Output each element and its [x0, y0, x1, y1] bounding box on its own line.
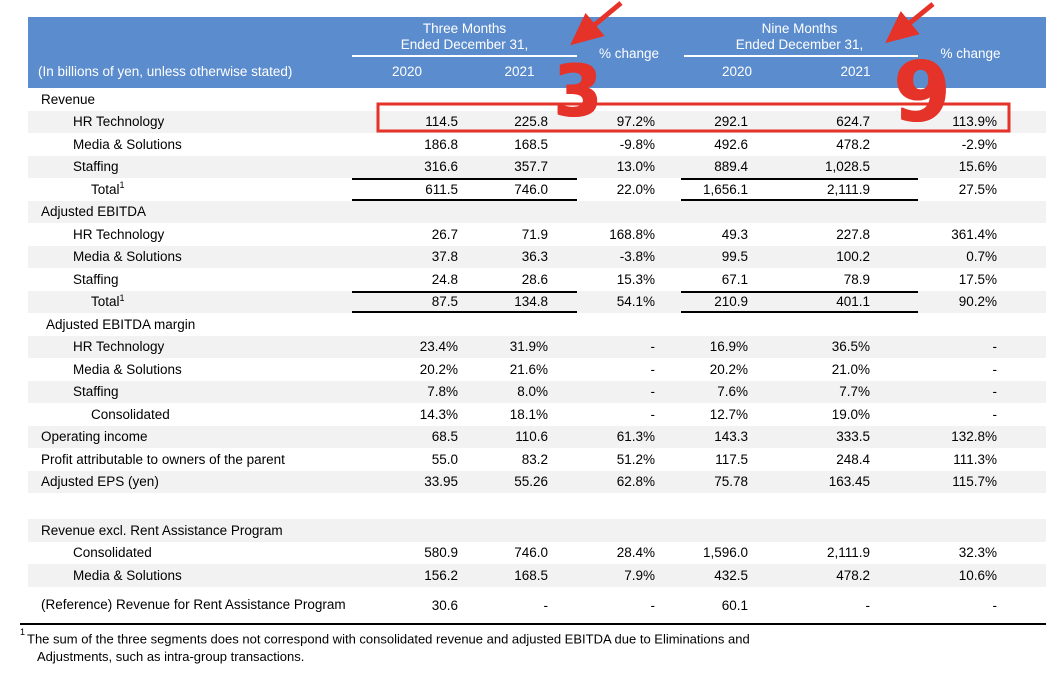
row-label: Staffing [73, 384, 119, 400]
row-filler [1023, 336, 1046, 359]
cell: 71.9 [521, 226, 548, 242]
cell: - [992, 384, 997, 400]
row-filler [1023, 223, 1046, 246]
row-label: Media & Solutions [73, 136, 182, 152]
row-label: Adjusted EBITDA margin [46, 316, 196, 332]
cell [793, 313, 918, 336]
row-label: HR Technology [73, 226, 165, 242]
col-header-3m-2020: 2020 [391, 64, 423, 79]
cell: 580.9 [424, 545, 458, 561]
cell: 67.1 [721, 271, 748, 287]
row-label: Revenue excl. Rent Assistance Program [41, 522, 283, 538]
cell: 8.0% [517, 384, 548, 400]
footnote-line1: $^1$ The sum of the three segments does not correspond with consolidated revenue and adjusted EBITDA due to Eliminations and [20, 627, 750, 647]
row-filler [1023, 246, 1046, 269]
row-label: Media & Solutions [73, 249, 182, 265]
row-label: Consolidated [73, 545, 152, 561]
financial-results-table [28, 17, 1046, 624]
handwritten-digit-three: 3 [553, 50, 602, 132]
cell: 30.6 [431, 597, 458, 613]
cell: 18.1% [509, 406, 548, 422]
cell: -2.9% [961, 136, 997, 152]
row-filler [1023, 587, 1046, 624]
cell [462, 201, 577, 224]
cell [577, 201, 681, 224]
cell [462, 88, 577, 111]
cell: 0.7% [966, 249, 997, 265]
cell [352, 201, 462, 224]
row-label: Total $^1$ [91, 292, 125, 310]
row-filler [1023, 519, 1046, 542]
cell: 316.6 [424, 159, 458, 175]
cell [793, 88, 918, 111]
col-header-9m-2021: 2021 [840, 64, 871, 79]
row-label: HR Technology [73, 339, 165, 355]
row-filler [1023, 133, 1046, 156]
footnote-superscript: 1 [20, 627, 26, 637]
cell: 23.4% [419, 339, 458, 355]
col-header-9m-pct-change: % change [940, 46, 1001, 61]
cell [793, 519, 918, 542]
row-filler [1023, 448, 1046, 471]
col-header-3m-2021: 2021 [504, 64, 535, 79]
cell: 31.9% [509, 339, 548, 355]
row-label: Operating income [41, 429, 148, 445]
table-row [28, 587, 1046, 624]
cell: 333.5 [836, 429, 870, 445]
table-body [28, 88, 1046, 624]
cell: 2,111.9 [793, 178, 918, 201]
cell: 12.7% [709, 406, 748, 422]
cell: 14.3% [419, 406, 458, 422]
cell: 100.2 [836, 249, 870, 265]
cell: 7.9% [624, 567, 655, 583]
cell: 611.5 [352, 178, 462, 201]
cell [462, 519, 577, 542]
row-filler [1023, 403, 1046, 426]
cell: 168.5 [514, 136, 548, 152]
row-label: Staffing [73, 159, 119, 175]
cell: 478.2 [836, 136, 870, 152]
cell: 1,028.5 [824, 159, 870, 175]
cell: - [650, 384, 655, 400]
row-label: Media & Solutions [73, 361, 182, 377]
three-months-title: Three Months [422, 21, 507, 36]
row-label: Media & Solutions [73, 567, 182, 583]
cell [918, 88, 1023, 111]
cell: 49.3 [721, 226, 748, 242]
cell: 20.2% [709, 361, 748, 377]
row-label: Total $^1$ [91, 180, 125, 197]
cell [681, 201, 793, 224]
cell: - [992, 361, 997, 377]
cell: -9.8% [619, 136, 655, 152]
table-row [28, 381, 1046, 404]
cell: 210.9 [681, 291, 793, 314]
cell: 55.0 [431, 451, 458, 467]
table-row [28, 519, 1046, 542]
footnote-line2: Adjustments, such as intra-group transactions. [37, 648, 305, 664]
cell: 20.2% [419, 361, 458, 377]
row-filler [1023, 426, 1046, 449]
cell: 37.8 [431, 249, 458, 265]
cell: 33.95 [424, 474, 458, 490]
cell: 97.2% [616, 114, 655, 130]
cell: 28.6 [521, 271, 548, 287]
cell: 51.2% [616, 451, 655, 467]
cell: 17.5% [958, 271, 997, 287]
cell: 61.3% [616, 429, 655, 445]
cell: 432.5 [714, 567, 748, 583]
cell: - [543, 597, 548, 613]
table-row [28, 313, 1046, 336]
cell: - [992, 339, 997, 355]
cell: 227.8 [836, 226, 870, 242]
row-filler [1023, 88, 1046, 111]
cell: 168.8% [609, 226, 655, 242]
cell: 24.8 [431, 271, 458, 287]
cell: 27.5% [958, 181, 997, 197]
col-header-3m-pct-change: % change [598, 46, 660, 61]
cell: 292.1 [714, 114, 748, 130]
cell: 21.0% [831, 361, 870, 377]
row-filler [1023, 201, 1046, 224]
nine-months-underline [684, 55, 918, 57]
cell: 90.2% [958, 294, 997, 310]
cell: 28.4% [616, 545, 655, 561]
cell [793, 201, 918, 224]
cell: 15.6% [958, 159, 997, 175]
cell: 19.0% [831, 406, 870, 422]
cell [681, 519, 793, 542]
cell [918, 201, 1023, 224]
cell: - [650, 597, 655, 613]
table-row [28, 178, 1046, 201]
cell: 492.6 [714, 136, 748, 152]
row-label: HR Technology [73, 114, 165, 130]
cell: 746.0 [514, 545, 548, 561]
cell: 2,111.9 [826, 545, 870, 561]
cell [681, 313, 793, 336]
cell [577, 313, 681, 336]
cell: 21.6% [509, 361, 548, 377]
cell: - [992, 406, 997, 422]
table-row [28, 471, 1046, 494]
cell: 22.0% [616, 181, 655, 197]
cell: 117.5 [715, 451, 748, 467]
cell [352, 519, 462, 542]
cell [918, 313, 1023, 336]
cell: - [865, 597, 870, 613]
cell: 248.4 [836, 451, 870, 467]
table-row [28, 336, 1046, 359]
three-months-subtitle: Ended December 31, [400, 37, 529, 52]
cell: 16.9% [709, 339, 748, 355]
cell: 225.8 [514, 114, 548, 130]
cell: 143.3 [714, 429, 748, 445]
row-filler [1023, 313, 1046, 336]
cell: 7.8% [427, 384, 458, 400]
cell: 401.1 [793, 291, 918, 314]
cell: 357.7 [514, 159, 548, 175]
cell: - [650, 406, 655, 422]
row-filler [1023, 564, 1046, 587]
cell [462, 313, 577, 336]
cell: 26.7 [431, 226, 458, 242]
cell: 55.26 [514, 474, 548, 490]
cell [352, 88, 462, 111]
row-label: Consolidated [91, 406, 170, 422]
col-header-9m-2020: 2020 [721, 64, 753, 79]
units-note: (In billions of yen, unless otherwise stated) [38, 64, 293, 79]
cell [352, 313, 462, 336]
handwritten-digit-nine: 9 [893, 45, 951, 140]
cell [918, 519, 1023, 542]
cell: 1,656.1 [681, 178, 793, 201]
footnote [20, 623, 1046, 665]
cell: 746.0 [462, 178, 577, 201]
row-label: Adjusted EPS (yen) [41, 474, 159, 490]
cell: 478.2 [836, 567, 870, 583]
cell [681, 88, 793, 111]
row-label: Profit attributable to owners of the parent [41, 451, 285, 467]
cell: 134.8 [462, 291, 577, 314]
cell [577, 88, 681, 111]
row-filler [1023, 542, 1046, 565]
cell: 78.9 [843, 271, 870, 287]
cell: 186.8 [424, 136, 458, 152]
row-filler [1023, 358, 1046, 381]
spacer-row [28, 493, 1046, 519]
cell: 75.78 [714, 474, 748, 490]
cell: 624.7 [836, 114, 870, 130]
cell: 114.5 [425, 114, 458, 130]
table-row [28, 88, 1046, 111]
cell: 361.4% [951, 226, 997, 242]
table-row [28, 111, 1046, 134]
table-row [28, 358, 1046, 381]
row-filler [1023, 178, 1046, 201]
table-row [28, 426, 1046, 449]
cell: 68.5 [431, 429, 458, 445]
cell: 110.6 [515, 429, 548, 445]
row-filler [1023, 471, 1046, 494]
cell: 60.1 [721, 597, 748, 613]
cell: 111.3% [953, 451, 997, 467]
cell: 62.8% [616, 474, 655, 490]
cell: 83.2 [521, 451, 548, 467]
nine-months-title: Nine Months [761, 21, 838, 36]
cell: - [992, 597, 997, 613]
cell: 163.45 [828, 474, 870, 490]
cell: 99.5 [721, 249, 748, 265]
cell [577, 519, 681, 542]
table-row [28, 542, 1046, 565]
table-row [28, 201, 1046, 224]
cell: 115.7% [952, 474, 997, 490]
row-filler [1023, 111, 1046, 134]
table-row [28, 268, 1046, 291]
cell: 13.0% [616, 159, 655, 175]
row-label: Adjusted EBITDA [41, 204, 147, 220]
cell: 7.7% [839, 384, 870, 400]
row-label: Staffing [73, 271, 119, 287]
table-row [28, 223, 1046, 246]
cell: 10.6% [958, 567, 997, 583]
table-header [28, 17, 1046, 88]
row-label: (Reference) Revenue for Rent Assistance Program [41, 597, 346, 613]
cell: 32.3% [958, 545, 997, 561]
cell: 132.8% [951, 429, 997, 445]
table-row [28, 156, 1046, 179]
table-row [28, 403, 1046, 426]
table-row [28, 133, 1046, 156]
cell: 87.5 [352, 291, 462, 314]
cell: 36.3 [521, 249, 548, 265]
table-row [28, 291, 1046, 314]
table-row [28, 448, 1046, 471]
table-row [28, 564, 1046, 587]
three-months-underline [352, 55, 577, 57]
cell: 36.5% [831, 339, 870, 355]
cell: - [650, 361, 655, 377]
row-filler [1023, 156, 1046, 179]
row-filler [1023, 268, 1046, 291]
cell: 54.1% [616, 294, 655, 310]
cell: 889.4 [714, 159, 748, 175]
cell: -3.8% [619, 249, 655, 265]
row-filler [1023, 291, 1046, 314]
row-filler [1023, 381, 1046, 404]
row-label: Revenue [41, 91, 96, 107]
cell: 156.2 [424, 567, 458, 583]
cell: 113.9% [952, 114, 997, 130]
cell: 15.3% [616, 271, 655, 287]
cell: - [650, 339, 655, 355]
table-row [28, 246, 1046, 269]
nine-months-subtitle: Ended December 31, [735, 37, 864, 52]
cell: 168.5 [514, 567, 548, 583]
cell: 7.6% [717, 384, 748, 400]
cell: 1,596.0 [702, 545, 748, 561]
